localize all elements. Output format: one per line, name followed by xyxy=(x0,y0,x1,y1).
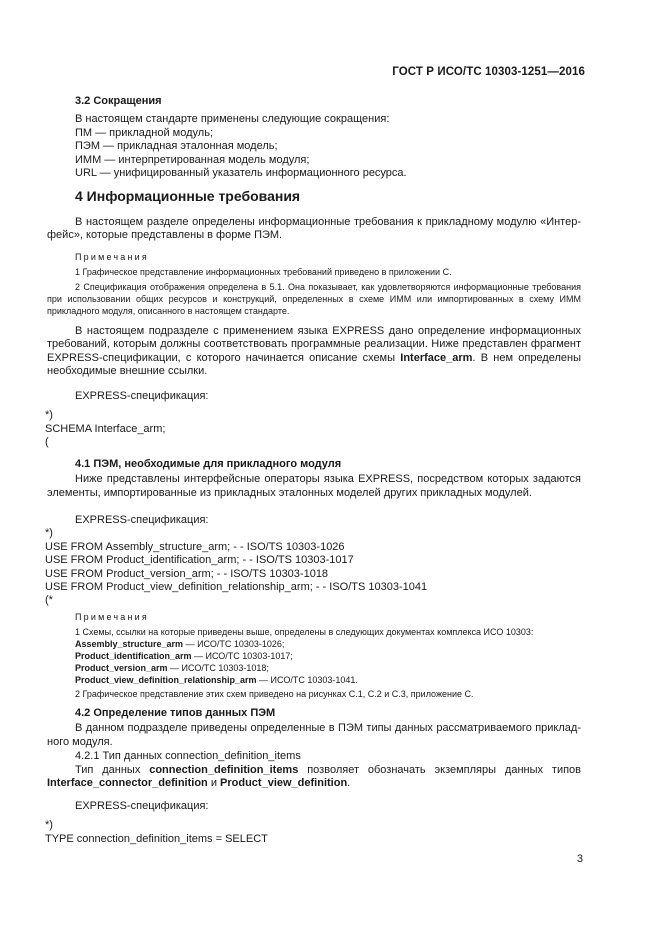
list-item: ИММ — интерпретированная модель модуля; xyxy=(75,153,310,166)
subsection-title: 4.2.1 Тип данных connection_definition_items xyxy=(75,750,301,763)
paragraph: Ниже представлены интерфейсные операторы языка EXPRESS, посредством которых задаются элементы, импортированные из прикладных эталонных моделей других прикладных модулей. xyxy=(47,473,581,499)
text-run: В настоящем подразделе с применением языка EXPRESS дано определение информационных требований, которым должны соответствовать программные реализации. Ниже представлен фрагмент EXPRESS-спецификации, с которого начинается описание схемы xyxy=(47,325,581,364)
section-title: 4.1 ПЭМ, необходимые для прикладного модуля xyxy=(75,458,342,470)
express-block-3 xyxy=(47,800,581,846)
type-name: Product_view_definition xyxy=(220,777,348,790)
express-label: EXPRESS-спецификация: xyxy=(75,514,209,526)
code-line: *) xyxy=(45,409,53,422)
section-heading: 4 Информационные требования xyxy=(75,188,301,204)
code-line: (* xyxy=(45,594,53,607)
reference-item xyxy=(47,674,581,686)
text-run: — ИСО/ТС 10303-1026; xyxy=(183,639,285,649)
section-4-2 xyxy=(47,707,581,790)
code-line: TYPE connection_definition_items = SELECT xyxy=(45,832,268,845)
notes-block xyxy=(47,611,581,700)
reference-item xyxy=(47,662,581,674)
code-line: USE FROM Assembly_structure_arm; - - ISO/TS 10303-1026 xyxy=(45,540,345,553)
note-item: 2 Спецификация отображения определена в 5.1. Она показывает, как удовлетворяются информационные требования при использовании общих ресурсов и конструкций, определенных в схеме ИММ или импортированных в схему ИММ прикладного модуля, описанного в настоящем стандарте. xyxy=(47,282,581,316)
schema-name: Interface_arm xyxy=(400,351,473,364)
paragraph xyxy=(47,764,581,791)
paragraph: В настоящем стандарте применены следующие сокращения: xyxy=(75,113,390,126)
list-item: URL — унифицированный указатель информационного ресурса. xyxy=(75,167,407,180)
code-line: *) xyxy=(45,819,53,832)
type-name: Interface_connector_definition xyxy=(47,777,208,790)
code-line: *) xyxy=(45,527,53,540)
text-run: . xyxy=(347,777,351,790)
list-item: ПМ — прикладной модуль; xyxy=(75,126,214,139)
text-run: и xyxy=(207,777,221,790)
reference-item xyxy=(47,650,581,662)
code-line: ( xyxy=(45,436,49,449)
notes-heading: Примечания xyxy=(75,252,149,262)
schema-name: Product_view_definition_relationship_arm xyxy=(75,675,257,685)
schema-name: Product_identification_arm xyxy=(75,651,192,661)
text-run: Тип данных xyxy=(75,763,150,776)
section-3-2 xyxy=(47,95,581,180)
express-block-2 xyxy=(47,514,581,608)
note-item: 1 Схемы, ссылки на которые приведены выше, определены в следующих документах комплекса ИСО 10303: xyxy=(75,627,534,637)
paragraph: В данном подразделе приведены определенные в ПЭМ типы данных рассматриваемого приклад-ного модуля. xyxy=(47,722,581,748)
section-4-body xyxy=(47,216,581,243)
note-item: 2 Графическое представление этих схем приведено на рисунках С.1, С.2 и С.3, приложение С. xyxy=(75,689,474,699)
reference-item xyxy=(47,638,581,650)
schema-name: Product_version_arm xyxy=(75,663,168,673)
notes-heading: Примечания xyxy=(75,612,149,622)
note-item: 1 Графическое представление информационных требований приведено в приложении С. xyxy=(75,267,452,277)
section-4-1 xyxy=(47,458,581,500)
schema-name: Assembly_structure_arm xyxy=(75,639,184,649)
text-run: — ИСО/ТС 10303-1018; xyxy=(167,663,269,673)
express-label: EXPRESS-спецификация: xyxy=(75,800,209,812)
text-run: — ИСО/ТС 10303-1017; xyxy=(191,651,293,661)
text-run: позволяет обозначать экземпляры данных типов xyxy=(298,763,581,776)
express-block-1 xyxy=(47,390,581,450)
page-number: 3 xyxy=(576,853,583,865)
list-item: ПЭМ — прикладная эталонная модель; xyxy=(75,140,278,153)
paragraph: В настоящем разделе определены информационные требования к прикладному модулю «Интер-фейс», которые представлены в форме ПЭМ. xyxy=(47,216,581,242)
section-title: 4.2 Определение типов данных ПЭМ xyxy=(75,707,276,719)
section-4-paragraph-2 xyxy=(47,325,581,379)
text-run: — ИСО/ТС 10303-1041. xyxy=(256,675,358,685)
notes-block xyxy=(47,251,581,317)
code-line: USE FROM Product_identification_arm; - - ISO/TS 10303-1017 xyxy=(45,554,354,567)
paragraph xyxy=(47,325,581,379)
text-run: . В нем определены необходимые внешние ссылки. xyxy=(47,351,581,378)
code-line: USE FROM Product_version_arm; - - ISO/TS 10303-1018 xyxy=(45,567,329,580)
code-line: SCHEMA Interface_arm; xyxy=(45,422,166,435)
section-4 xyxy=(47,190,581,203)
type-name: connection_definition_items xyxy=(149,763,299,776)
express-label: EXPRESS-спецификация: xyxy=(75,390,209,402)
section-title: 3.2 Сокращения xyxy=(75,95,162,107)
document-header: ГОСТ Р ИСО/ТС 10303-1251—2016 xyxy=(392,66,585,78)
code-line: USE FROM Product_view_definition_relationship_arm; - - ISO/TS 10303-1041 xyxy=(45,581,428,594)
